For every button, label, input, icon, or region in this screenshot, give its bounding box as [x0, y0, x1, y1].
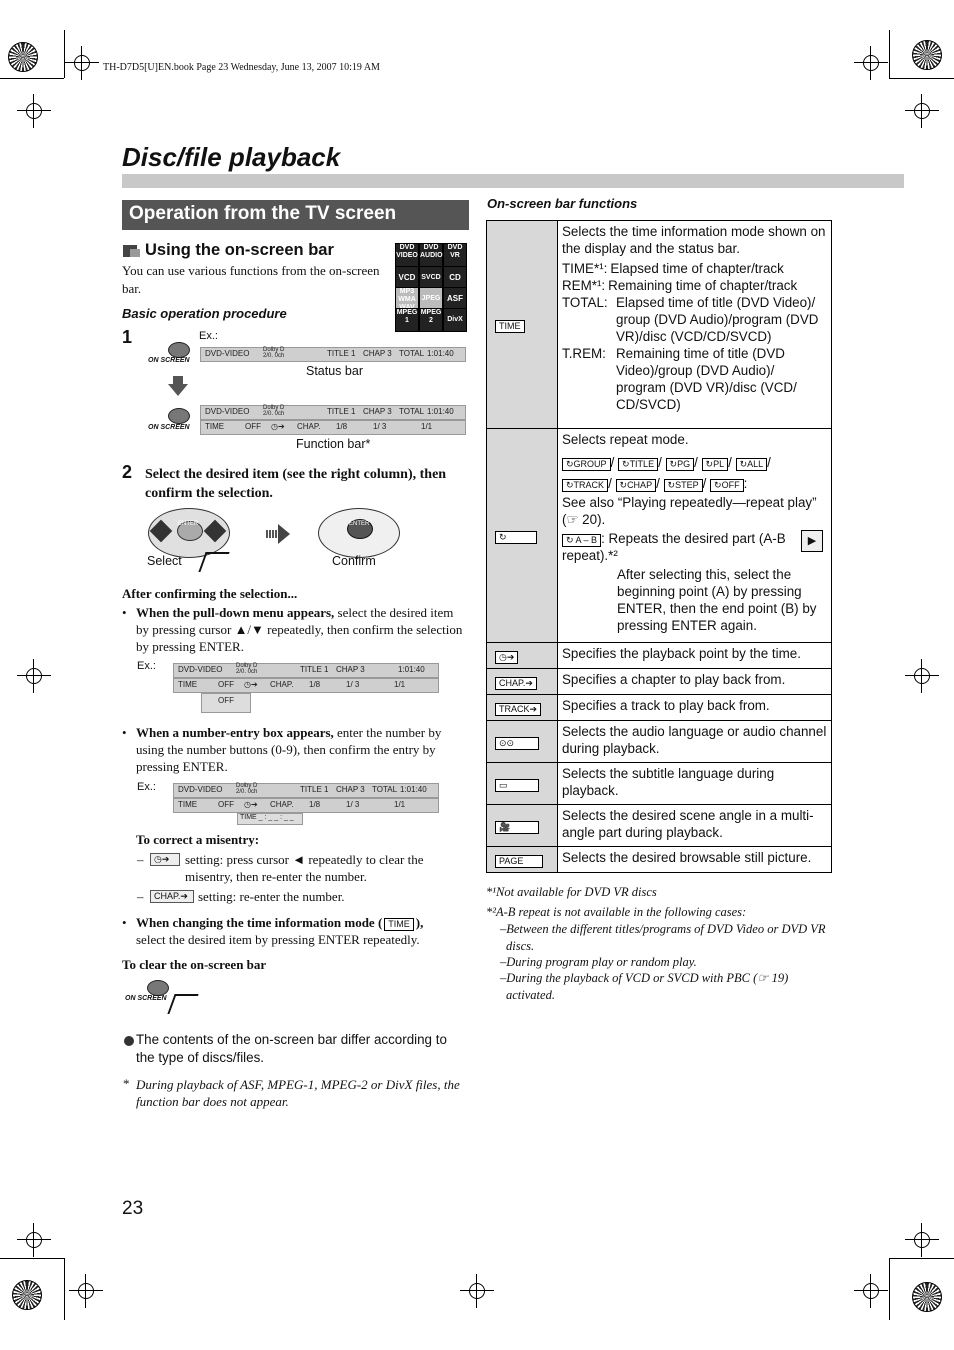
osd-audio-ch: 1/8 — [309, 800, 321, 809]
right-footnote-1: *¹Not available for DVD VR discs — [486, 885, 657, 899]
osd-disc: DVD-VIDEO — [178, 785, 223, 794]
crop-line — [64, 1258, 65, 1320]
time-search-icon: ◷➔ — [495, 651, 518, 664]
repeat-all-icon: ↻ALL — [736, 458, 768, 471]
time-icon: TIME — [495, 320, 525, 333]
row-desc: Specifies the playback point by the time. — [558, 643, 832, 669]
right-footnote-2-item: –During the playback of VCD or SVCD with PBC (☞ 19) activated. — [500, 971, 789, 1002]
section-banner-text: Operation from the TV screen — [129, 203, 397, 224]
osd-angle: 1/1 — [394, 800, 406, 809]
crosshair-mark — [914, 1232, 930, 1248]
row-text: See also “Playing repeatedly—repeat play” (☞ 20). — [562, 495, 817, 527]
on-screen-label: ON SCREEN — [125, 995, 167, 1002]
osd-chapter: CHAP. — [270, 680, 294, 689]
crosshair-mark — [26, 1232, 42, 1248]
osd-audio: Dolby D 2/0. 0ch — [263, 405, 285, 417]
repeat-step-icon: ↻STEP — [664, 479, 703, 492]
bullet-text: select the desired item by pressing cursor ▲/▼ repeatedly, then confirm the selection by pressing ENTER. — [136, 605, 463, 654]
section-banner — [122, 200, 469, 230]
osd-time-search: ◷➔ — [244, 800, 258, 809]
osd-repeat-off: OFF — [218, 680, 234, 689]
osd-disc: DVD-VIDEO — [205, 349, 250, 358]
def-item: T.REM: Remaining time of title (DVD Video)/group (DVD Audio)/ program (DVD VR)/disc (VCD/ CD/SVCD) — [562, 346, 797, 412]
row-desc: Selects the subtitle language during playback. — [558, 763, 832, 805]
note-text: The contents of the on-screen bar differ according to the type of discs/files. — [136, 1032, 447, 1065]
table-row — [487, 669, 832, 695]
crosshair-mark — [863, 1283, 879, 1299]
osd-audio: Dolby D 2/0. 0ch — [236, 783, 258, 795]
format-asf-icon: ASF — [443, 287, 467, 311]
footnote-asterisk: * — [123, 1076, 130, 1091]
osd-time-search: ◷➔ — [271, 422, 285, 431]
row-icon-cell — [487, 805, 558, 847]
table-row — [487, 805, 832, 847]
osd-audio: Dolby D 2/0. 0ch — [236, 663, 258, 675]
osd-timecode: 1:01:40 — [427, 349, 454, 358]
step-number: 2 — [122, 462, 133, 482]
row-desc: Selects the desired scene angle in a multi-angle part during playback. — [558, 805, 832, 847]
footnote-text: During playback of ASF, MPEG-1, MPEG-2 or DivX files, the function bar does not appear. — [136, 1077, 460, 1109]
osd-total: TOTAL — [372, 785, 398, 794]
correct-item-2: setting: re-enter the number. — [198, 889, 345, 904]
time-icon: TIME — [384, 918, 414, 931]
running-header: TH-D7D5[U]EN.book Page 23 Wednesday, June 13, 2007 10:19 AM — [103, 62, 380, 73]
osd-chapter: CHAP. — [297, 422, 321, 431]
osd-timecode: 1:01:40 — [398, 665, 425, 674]
row-desc — [558, 429, 832, 643]
status-bar-example — [200, 405, 466, 420]
registration-mark-top-left — [8, 42, 38, 72]
row-icon-cell — [487, 847, 558, 873]
repeat-off-icon: ↻OFF — [710, 479, 744, 492]
function-bar-example — [173, 678, 439, 693]
osd-chap: CHAP 3 — [363, 349, 392, 358]
time-entry-box-example — [237, 813, 303, 825]
crosshair-mark — [74, 55, 90, 71]
repeat-title-icon: ↻TITLE — [618, 458, 658, 471]
format-dvd-vr-icon: DVD VR — [443, 243, 467, 267]
format-vcd-icon: VCD — [395, 266, 419, 290]
row-desc: Selects the desired browsable still picture. — [558, 847, 832, 873]
row-desc: Specifies a track to play back from. — [558, 695, 832, 721]
row-icon-cell — [487, 721, 558, 763]
table-row — [487, 695, 832, 721]
osd-title: TITLE 1 — [300, 785, 329, 794]
osd-angle: 1/1 — [421, 422, 433, 431]
osd-audio: Dolby D 2/0. 0ch — [263, 347, 285, 359]
crop-line — [889, 78, 954, 79]
osd-repeat-off: OFF — [245, 422, 261, 431]
osd-time: TIME — [205, 422, 225, 431]
crosshair-mark — [78, 1283, 94, 1299]
table-row — [487, 847, 832, 873]
bullet-pulldown — [136, 604, 468, 655]
row-desc: Specifies a chapter to play back from. — [558, 669, 832, 695]
repeat-modes: ↻GROUP / ↻TITLE / ↻PG / ↻PL / ↻ALL / ↻TRACK / ↻CHAP / ↻STEP / ↻OFF : — [562, 452, 827, 494]
osd-time-search: ◷➔ — [244, 680, 258, 689]
registration-mark-bottom-right — [912, 1282, 942, 1312]
step2-text: Select the desired item (see the right column), then confirm the selection. — [145, 467, 447, 501]
bullet-dot: • — [122, 915, 127, 930]
bullet-bold: ), — [415, 915, 424, 930]
crop-line — [889, 1258, 954, 1259]
down-arrow-icon — [173, 376, 183, 384]
audio-icon: ⊙⊙ — [495, 737, 539, 750]
subsection-icon-shadow — [130, 249, 140, 257]
after-heading: After confirming the selection... — [122, 586, 298, 601]
crosshair-mark — [26, 668, 42, 684]
osd-title: TITLE 1 — [327, 407, 356, 416]
row-icon-cell — [487, 429, 558, 643]
on-screen-label: ON SCREEN — [148, 357, 190, 364]
right-footnote-2: *²A-B repeat is not available in the following cases: — [486, 905, 747, 919]
format-svcd-icon: SVCD — [419, 266, 443, 290]
repeat-chap-icon: ↻CHAP — [616, 479, 657, 492]
osd-repeat-off: OFF — [218, 800, 234, 809]
repeat-group-icon: ↻GROUP — [562, 458, 611, 471]
ex-label: Ex.: — [137, 781, 156, 793]
dash: – — [137, 889, 144, 904]
table-row — [487, 221, 832, 429]
format-dvd-video-icon: DVD VIDEO — [395, 243, 419, 267]
bullet-dot: • — [122, 725, 127, 740]
enter-label: ENTER — [349, 521, 370, 527]
crosshair-mark — [26, 103, 42, 119]
osd-subtitle: 1/ 3 — [346, 680, 360, 689]
def-item: TOTAL: Elapsed time of title (DVD Video)/ group (DVD Audio)/program (DVD VR)/disc (VCD/CD/SVCD) — [562, 295, 819, 344]
osd-title: TITLE 1 — [327, 349, 356, 358]
repeat-track-icon: ↻TRACK — [562, 479, 608, 492]
bullet-bold: When the pull-down menu appears, — [136, 605, 335, 620]
angle-icon: 🎥 — [495, 821, 539, 834]
osd-total: TOTAL — [399, 349, 425, 358]
registration-mark-top-right — [912, 40, 942, 70]
repeat-pl-icon: ↻PL — [702, 458, 729, 471]
ex-label: Ex.: — [137, 660, 156, 672]
ab-text: : Repeats the desired part (A-B repeat).*² — [562, 531, 786, 563]
osd-title: TITLE 1 — [300, 665, 329, 674]
row-desc — [558, 221, 832, 429]
press-lines-icon — [167, 994, 198, 1014]
time-entry: TIME _ : _ _ : _ _ — [240, 814, 294, 821]
row-text: Selects the time information mode shown on the display and the status bar. — [562, 224, 826, 256]
osd-audio-ch: 1/8 — [309, 680, 321, 689]
osd-disc: DVD-VIDEO — [178, 665, 223, 674]
osd-subtitle: 1/ 3 — [346, 800, 360, 809]
track-icon: TRACK➔ — [495, 703, 541, 716]
osd-total: TOTAL — [399, 407, 425, 416]
title-rule — [122, 174, 904, 188]
ab-repeat-icon: ↻ A – B — [562, 534, 601, 547]
ex-label: Ex.: — [199, 330, 218, 342]
right-footnote-2-item: –Between the different titles/programs of DVD Video or DVD VR discs. — [500, 922, 826, 953]
pulldown-menu-example — [201, 693, 251, 713]
format-mpeg2-icon: MPEG 2 — [419, 308, 443, 332]
crop-line — [0, 1258, 64, 1259]
registration-mark-bottom-left — [12, 1280, 42, 1310]
basic-heading: Basic operation procedure — [122, 306, 287, 321]
format-divx-icon: DivX — [443, 308, 467, 332]
osd-chap: CHAP 3 — [336, 785, 365, 794]
table-row — [487, 643, 832, 669]
on-screen-button-icon — [147, 980, 169, 996]
crop-line — [64, 30, 65, 78]
osd-time: TIME — [178, 800, 198, 809]
chapter-icon: CHAP.➔ — [150, 890, 194, 903]
functions-table — [486, 220, 832, 873]
functions-heading: On-screen bar functions — [487, 196, 638, 211]
crosshair-mark — [914, 103, 930, 119]
format-mp3-wma-wav-icon: MP3 WMA — [395, 287, 419, 311]
subtitle-icon: ▭ — [495, 779, 539, 792]
table-row — [487, 721, 832, 763]
on-screen-label: ON SCREEN — [148, 424, 190, 431]
osd-chapter: CHAP. — [270, 800, 294, 809]
osd-audio-ch: 1/8 — [336, 422, 348, 431]
crosshair-mark — [469, 1283, 485, 1299]
osd-subtitle: 1/ 3 — [373, 422, 387, 431]
table-row — [487, 763, 832, 805]
chapter-icon: CHAP.➔ — [495, 677, 537, 690]
function-bar-label: Function bar* — [296, 437, 371, 451]
intro-text: You can use various functions from the on-screen bar. — [122, 263, 380, 296]
repeat-icon: ↻ — [495, 531, 537, 544]
page-title: Disc/file playback — [122, 142, 341, 172]
row-icon-cell — [487, 669, 558, 695]
confirm-label: Confirm — [332, 554, 376, 568]
subsection-title: Using the on-screen bar — [145, 241, 334, 259]
crop-line — [0, 78, 64, 79]
right-footnote-2-item: –During program play or random play. — [500, 955, 697, 969]
osd-timecode: 1:01:40 — [400, 785, 427, 794]
right-arrow-icon — [266, 530, 278, 538]
time-search-icon: ◷➔ — [150, 853, 180, 866]
status-bar-example — [200, 347, 466, 362]
correct-heading: To correct a misentry: — [136, 832, 260, 847]
row-icon-cell — [487, 695, 558, 721]
status-bar-example — [173, 783, 439, 798]
table-row — [487, 429, 832, 643]
row-desc: Selects the audio language or audio channel during playback. — [558, 721, 832, 763]
crosshair-mark — [914, 668, 930, 684]
function-bar-example — [200, 420, 466, 435]
row-icon-cell — [487, 221, 558, 429]
page-number: 23 — [122, 1198, 144, 1219]
def-item: TIME*¹: Elapsed time of chapter/track — [562, 261, 784, 276]
osd-chap: CHAP 3 — [336, 665, 365, 674]
right-arrow-head-icon — [278, 524, 290, 544]
status-bar-label: Status bar — [306, 364, 363, 378]
row-icon-cell — [487, 643, 558, 669]
page-icon: PAGE — [495, 855, 543, 868]
row-text: Selects repeat mode. — [562, 432, 689, 447]
on-screen-button-icon — [168, 408, 190, 424]
crosshair-mark — [863, 55, 879, 71]
dash: – — [137, 852, 144, 867]
osd-angle: 1/1 — [394, 680, 406, 689]
play-marker-icon: ▶ — [801, 530, 823, 552]
on-screen-button-icon — [168, 342, 190, 358]
osd-timecode: 1:01:40 — [427, 407, 454, 416]
bullet-time-mode — [136, 914, 470, 948]
ab-detail: After selecting this, select the beginning point (A) by pressing ENTER, then the end point (B) by pressing ENTER again. — [617, 567, 817, 633]
select-label: Select — [147, 554, 182, 568]
function-bar-example — [173, 798, 439, 813]
repeat-pg-icon: ↻PG — [666, 458, 695, 471]
format-jpeg-icon: JPEG — [419, 287, 443, 311]
bullet-dot: • — [122, 605, 127, 620]
pulldown-off: OFF — [218, 696, 234, 705]
cursor-pad-select-icon — [148, 508, 230, 558]
bullet-bold: When changing the time information mode ( — [136, 915, 383, 930]
row-icon-cell — [487, 763, 558, 805]
format-cd-icon: CD — [443, 266, 467, 290]
def-item: REM*¹: Remaining time of chapter/track — [562, 278, 798, 293]
enter-label: ENTER — [178, 521, 199, 527]
status-bar-example — [173, 663, 439, 678]
bullet-text: select the desired item by pressing ENTER repeatedly. — [136, 932, 420, 947]
osd-time: TIME — [178, 680, 198, 689]
cursor-pad-confirm-icon — [318, 508, 400, 558]
clear-heading: To clear the on-screen bar — [122, 957, 267, 972]
crop-line — [889, 1258, 890, 1320]
note-icon — [124, 1036, 134, 1046]
crop-line — [889, 30, 890, 78]
osd-chap: CHAP 3 — [363, 407, 392, 416]
correct-item-1: setting: press cursor ◄ repeatedly to clear the misentry, then re-enter the number. — [185, 852, 424, 884]
osd-disc: DVD-VIDEO — [205, 407, 250, 416]
ab-repeat — [562, 530, 827, 634]
bullet-number-entry — [136, 724, 468, 775]
bullet-text: enter the number by using the number buttons (0-9), then confirm the entry by pressing ENTER. — [136, 725, 442, 774]
step-number: 1 — [122, 327, 133, 347]
format-mpeg1-icon: MPEG 1 — [395, 308, 419, 332]
format-dvd-audio-icon: DVD AUDIO — [419, 243, 443, 267]
bullet-bold: When a number-entry box appears, — [136, 725, 334, 740]
down-arrow-head-icon — [168, 384, 188, 396]
